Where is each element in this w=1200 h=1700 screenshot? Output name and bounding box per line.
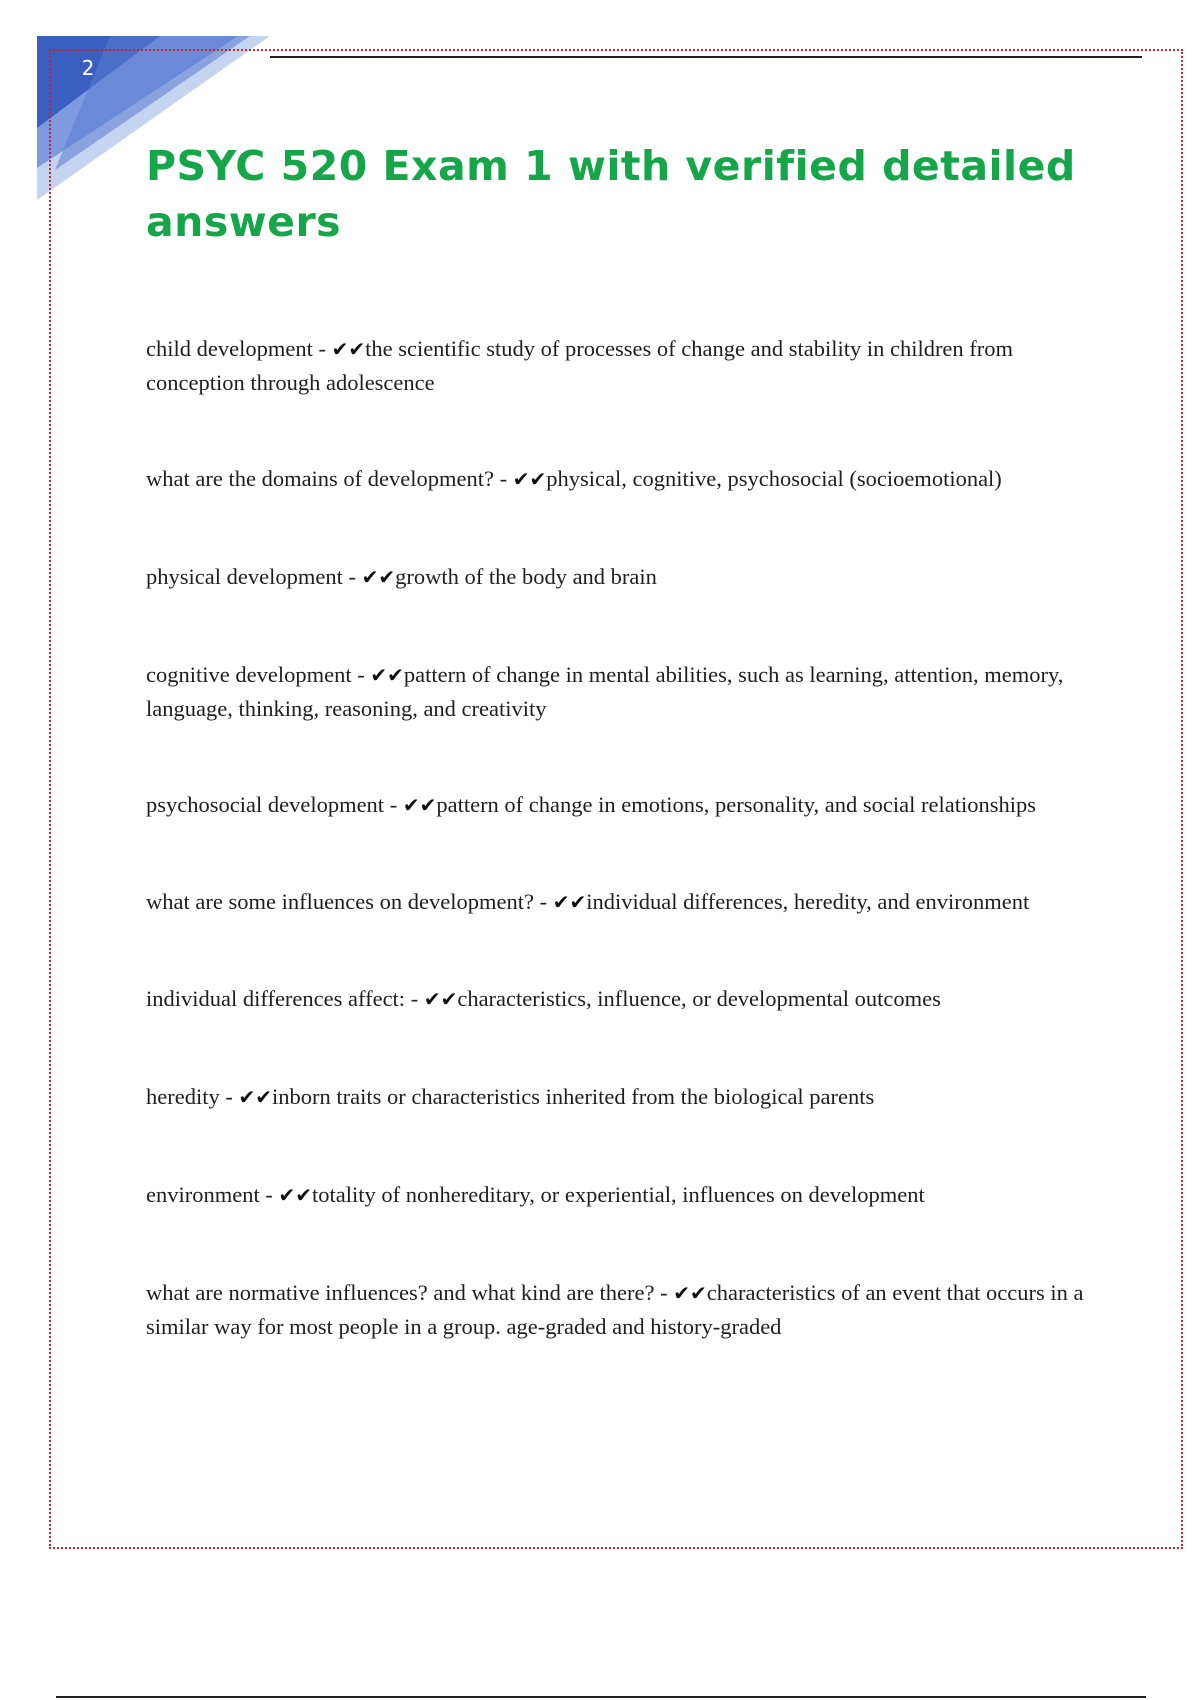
entry-term: physical development bbox=[146, 564, 343, 589]
qa-entry bbox=[146, 885, 1092, 919]
entry-term: cognitive development bbox=[146, 662, 352, 687]
double-check-icon: ✔✔ bbox=[402, 793, 437, 817]
entry-separator: - bbox=[219, 1084, 239, 1109]
qa-entry bbox=[146, 462, 1092, 496]
entry-definition: growth of the body and brain bbox=[395, 564, 657, 589]
entry-definition: inborn traits or characteristics inherited from the biological parents bbox=[271, 1084, 875, 1109]
qa-entry bbox=[146, 1080, 1092, 1114]
footer-rule bbox=[56, 1696, 1146, 1698]
entry-separator: - bbox=[494, 466, 513, 491]
double-check-icon: ✔✔ bbox=[552, 890, 587, 914]
entry-separator: - bbox=[351, 662, 371, 687]
page-number: 2 bbox=[81, 56, 95, 80]
double-check-icon: ✔✔ bbox=[238, 1085, 272, 1109]
double-check-icon: ✔✔ bbox=[331, 337, 366, 361]
entry-term: child development bbox=[146, 336, 313, 361]
entry-term: environment bbox=[146, 1182, 260, 1207]
entry-definition: physical, cognitive, psychosocial (socioemotional) bbox=[546, 466, 1002, 491]
double-check-icon: ✔✔ bbox=[423, 987, 458, 1011]
entry-term: individual differences affect: bbox=[146, 986, 406, 1011]
qa-list bbox=[146, 332, 1092, 1406]
entry-definition: characteristics of an event that occurs in a similar way for most people in a group. age-graded and history-graded bbox=[146, 1280, 1084, 1339]
entry-definition: characteristics, influence, or developmental outcomes bbox=[457, 986, 941, 1011]
qa-entry bbox=[146, 332, 1092, 399]
entry-definition: individual differences, heredity, and environment bbox=[586, 889, 1030, 914]
entry-term: what are the domains of development? bbox=[146, 466, 495, 491]
qa-entry bbox=[146, 658, 1092, 725]
entry-separator: - bbox=[533, 889, 553, 914]
entry-term: what are some influences on development? bbox=[146, 889, 534, 914]
entry-separator: - bbox=[342, 564, 362, 589]
double-check-icon: ✔✔ bbox=[361, 565, 396, 589]
entry-definition: pattern of change in emotions, personality, and social relationships bbox=[436, 792, 1036, 817]
entry-term: heredity bbox=[146, 1084, 220, 1109]
entry-separator: - bbox=[654, 1280, 674, 1305]
entry-separator: - bbox=[312, 336, 332, 361]
entry-separator: - bbox=[405, 986, 424, 1011]
entry-term: psychosocial development bbox=[146, 792, 385, 817]
double-check-icon: ✔✔ bbox=[512, 467, 547, 491]
double-check-icon: ✔✔ bbox=[370, 663, 404, 687]
entry-definition: the scientific study of processes of change and stability in children from conception through adolescence bbox=[146, 336, 1014, 395]
entry-definition: totality of nonhereditary, or experiential, influences on development bbox=[312, 1182, 925, 1207]
entry-separator: - bbox=[384, 792, 403, 817]
entry-definition: pattern of change in mental abilities, such as learning, attention, memory, language, thinking, reasoning, and creativity bbox=[146, 662, 1064, 721]
qa-entry bbox=[146, 788, 1092, 822]
double-check-icon: ✔✔ bbox=[278, 1183, 312, 1207]
qa-entry bbox=[146, 560, 1092, 594]
page-title: PSYC 520 Exam 1 with verified detailed answers bbox=[146, 142, 1076, 246]
qa-entry bbox=[146, 1178, 1092, 1212]
qa-entry bbox=[146, 982, 1092, 1016]
double-check-icon: ✔✔ bbox=[673, 1281, 707, 1305]
entry-separator: - bbox=[259, 1182, 279, 1207]
entry-term: what are normative influences? and what kind are there? bbox=[146, 1280, 655, 1305]
qa-entry bbox=[146, 1276, 1092, 1343]
